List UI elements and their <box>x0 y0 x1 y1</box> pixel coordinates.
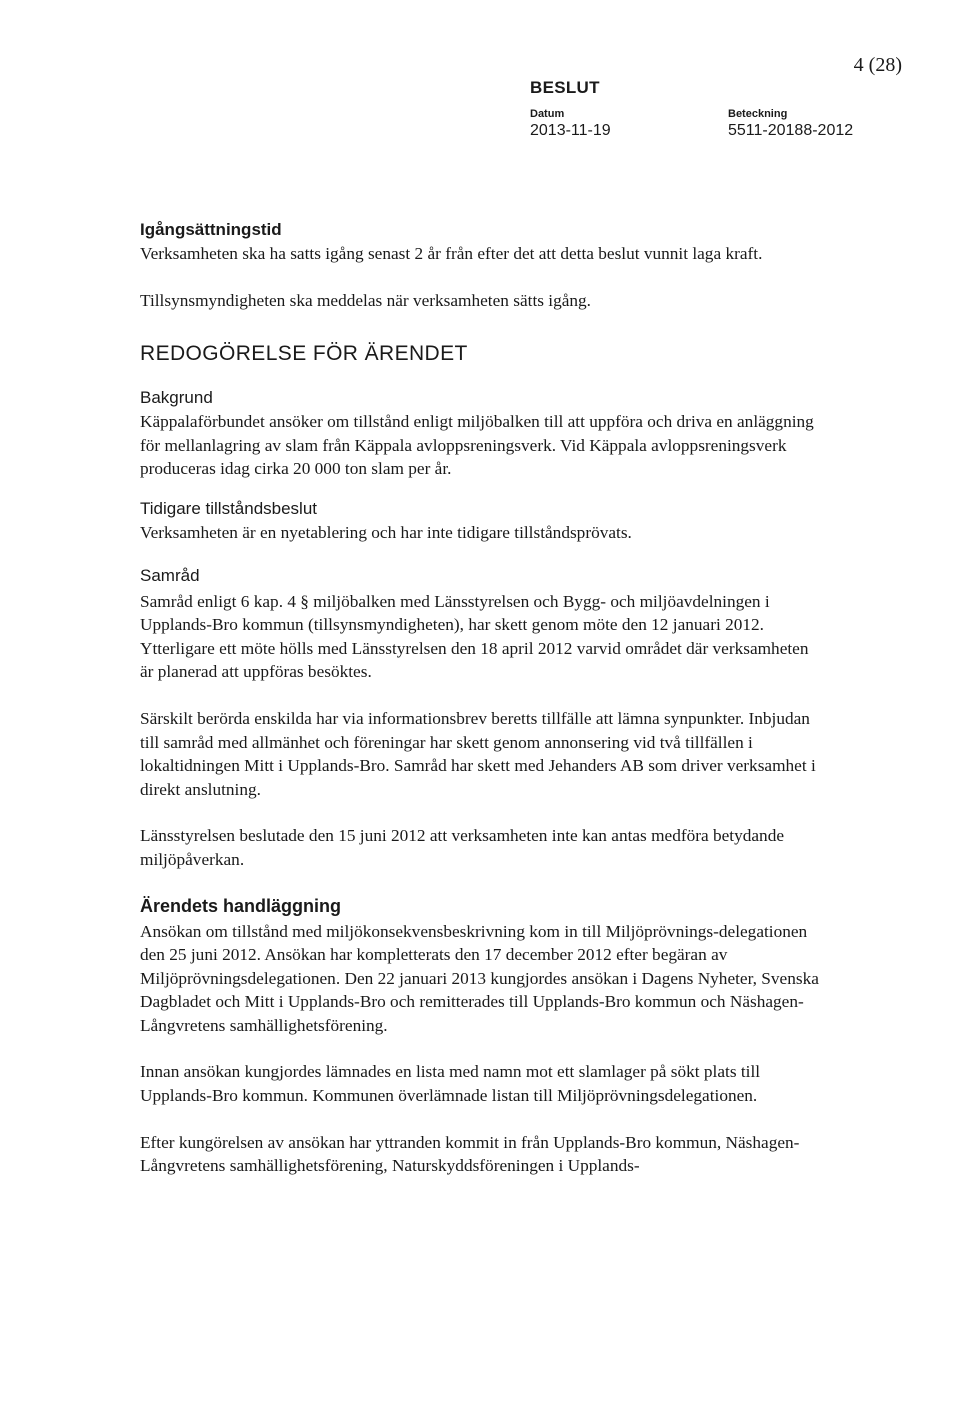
paragraph-handlaggning-3: Efter kungörelsen av ansökan har yttranden kommit in från Upplands-Bro kommun, Näshagen-Långvretens samhällighetsförening, Naturskyddsföreningen i Upplands- <box>140 1132 800 1176</box>
heading-arendets-handlaggning: Ärendets handläggning <box>140 895 342 916</box>
document-type: BESLUT <box>530 78 600 97</box>
heading-tidigare-tillstandsbeslut: Tidigare tillståndsbeslut <box>140 498 318 518</box>
reference-label: Beteckning <box>728 108 788 120</box>
page-number: 4 (28) <box>853 54 902 76</box>
heading-igangsattningstid: Igångsättningstid <box>140 220 282 239</box>
paragraph-handlaggning-2: Innan ansökan kungjordes lämnades en lista med namn mot ett slamlager på sökt plats till Upplands-Bro kommun. Kommunen överlämnade listan till Miljöprövningsdelegationen. <box>140 1062 761 1106</box>
paragraph-bakgrund-1: Käppalaförbundet ansöker om tillstånd enligt miljöbalken till att uppföra och driva en anläggning för mellanlagring av slam från Käppala avloppsreningsverk. Vid Käppala avloppsreningsverk produceras idag cirka 20 000 ton slam per år. <box>140 412 814 479</box>
paragraph-samrad-2: Särskilt berörda enskilda har via informationsbrev beretts tillfälle att lämna synpunkter. Inbjudan till samråd med allmänhet och föreningar har skett genom annonsering vid två tillfällen i lokaltidningen Mitt i Upplands-Bro. Samråd har skett med Jehanders AB som driver verksamhet i direkt anslutning. <box>140 708 816 799</box>
document-body <box>140 218 820 1178</box>
meta-row <box>530 108 853 141</box>
heading-redogorelse: REDOGÖRELSE FÖR ÄRENDET <box>140 342 468 366</box>
heading-samrad: Samråd <box>140 565 200 585</box>
date-block <box>530 108 728 141</box>
paragraph-handlaggning-1: Ansökan om tillstånd med miljökonsekvensbeskrivning kom in till Miljöprövnings-delegationen den 25 juni 2012. Ansökan har kompletterats den 17 december 2012 efter begäran av Miljöprövningsdelegationen. Den 22 januari 2013 kungjordes ansökan i Dagens Nyheter, Svenska Dagbladet och Mitt i Upplands-Bro och remitterades till Upplands-Bro kommun och Näshagen-Långvretens samhällighetsförening. <box>140 921 819 1035</box>
paragraph-igangsattning-1: Verksamheten ska ha satts igång senast 2 år från efter det att detta beslut vunnit laga kraft. <box>140 244 763 263</box>
date-label: Datum <box>530 108 565 120</box>
paragraph-samrad-3: Länsstyrelsen beslutade den 15 juni 2012 att verksamheten inte kan antas medföra betydande miljöpåverkan. <box>140 826 785 869</box>
paragraph-tidigare-1: Verksamheten är en nyetablering och har inte tidigare tillståndsprövats. <box>140 522 632 542</box>
reference-block <box>728 108 853 141</box>
paragraph-samrad-1: Samråd enligt 6 kap. 4 § miljöbalken med Länsstyrelsen och Bygg- och miljöavdelningen i Upplands-Bro kommun (tillsynsmyndigheten), har skett genom möte den 12 januari 2012. Ytterligare ett möte hölls med Länsstyrelsen den 18 april 2012 varvid området där verksamheten är planerad att uppföras besöktes. <box>140 591 809 682</box>
reference-value: 5511-20188-2012 <box>728 122 854 139</box>
heading-bakgrund: Bakgrund <box>140 388 213 408</box>
date-value: 2013-11-19 <box>530 122 611 139</box>
document-header <box>530 78 853 141</box>
paragraph-igangsattning-2: Tillsynsmyndigheten ska meddelas när verksamheten sätts igång. <box>140 290 591 310</box>
